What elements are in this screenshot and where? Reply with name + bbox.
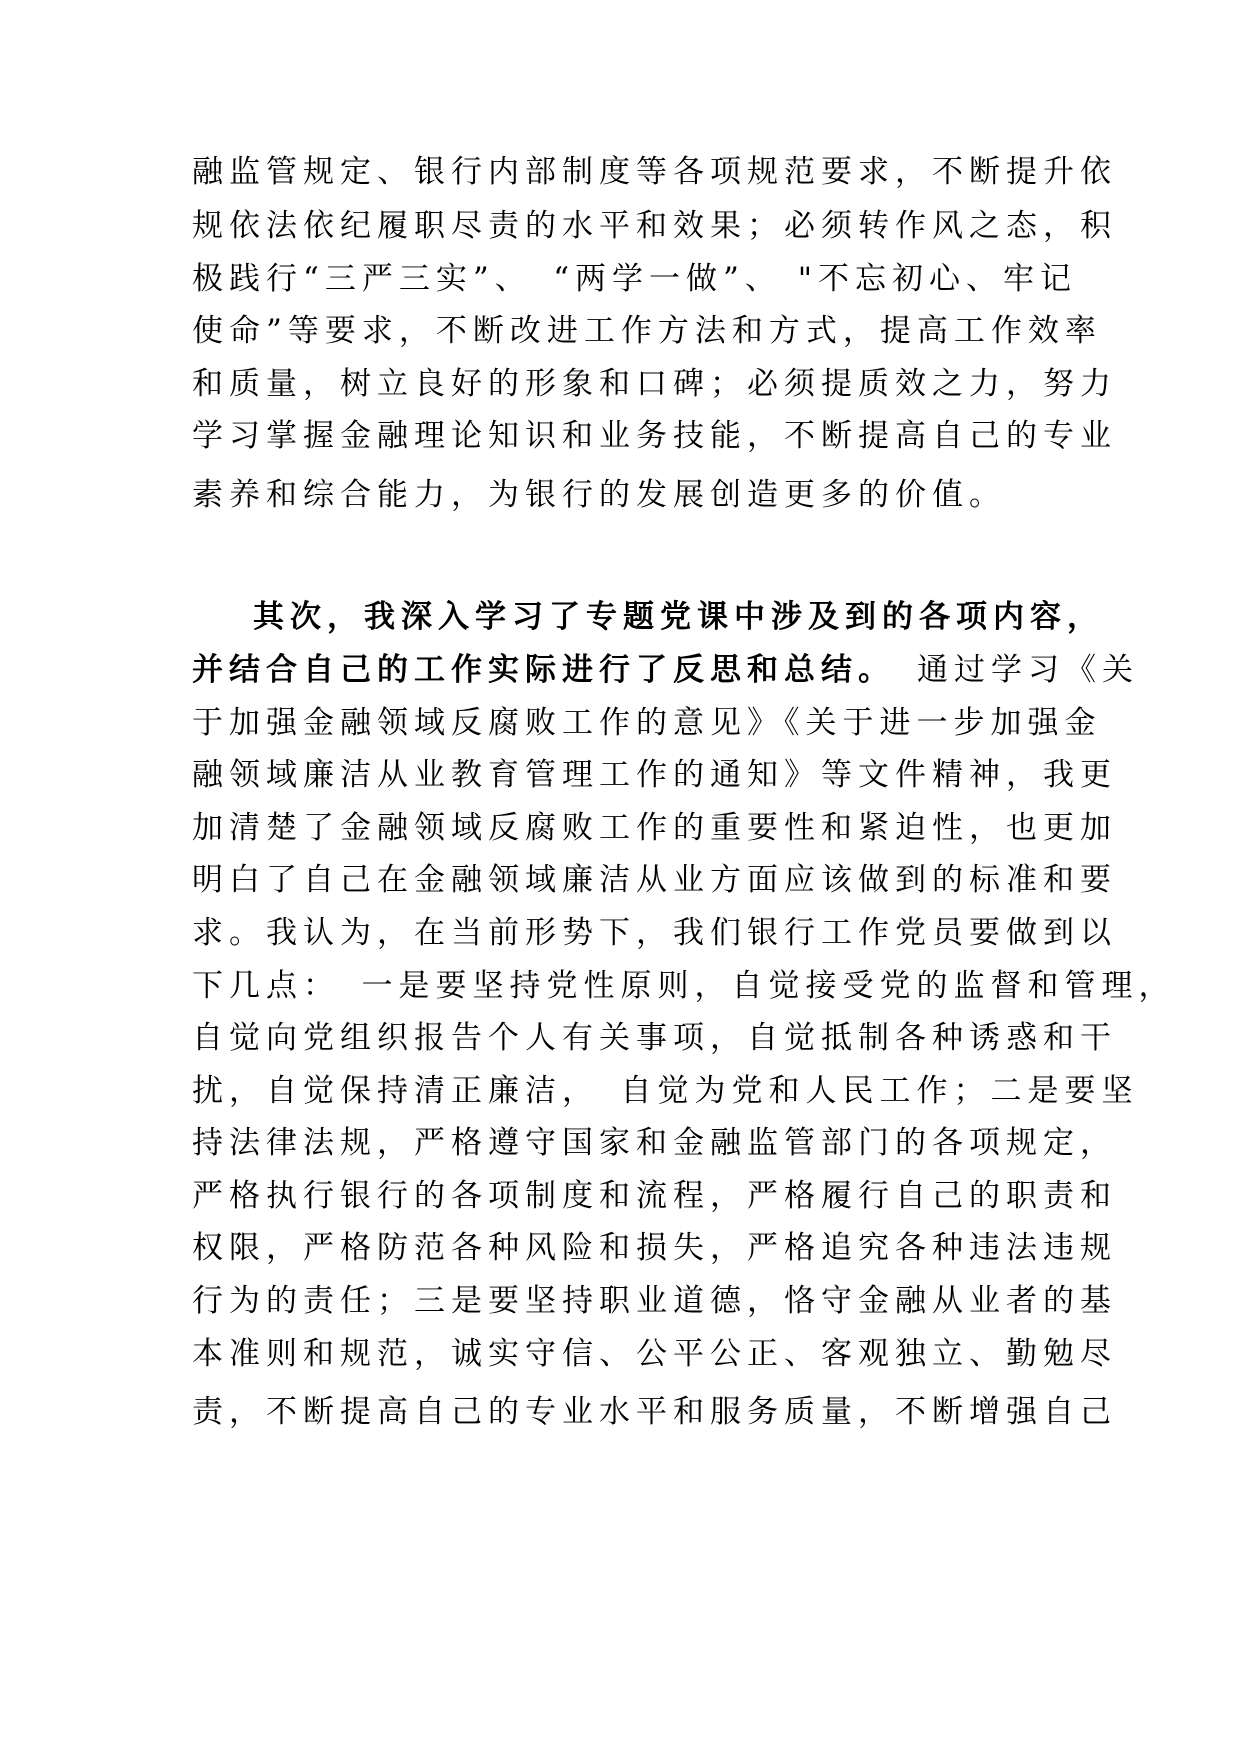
paragraph-2-line-1 [192, 652, 1139, 688]
paragraph-2-line-11: 严格执行银行的各项制度和流程，严格履行自己的职责和 [192, 1178, 1117, 1214]
paragraph-1-line-4: 使命”等要求，不断改进工作方法和方式，提高工作效率 [192, 313, 1102, 349]
paragraph-2-line-1-rest: 通过学习《关 [917, 652, 1139, 688]
paragraph-2-heading-line-2: 并结合自己的工作实际进行了反思和总结。 [192, 652, 895, 688]
paragraph-2-line-7: 下几点： 一是要坚持党性原则，自觉接受党的监督和管理， [192, 968, 1176, 1004]
paragraph-2-line-9: 扰，自觉保持清正廉洁， 自觉为党和人民工作；二是要坚 [192, 1073, 1139, 1109]
paragraph-2-line-10: 持法律法规，严格遵守国家和金融监管部门的各项规定， [192, 1125, 1117, 1161]
paragraph-1-line-5: 和质量，树立良好的形象和口碑；必须提质效之力，努力 [192, 366, 1117, 402]
paragraph-1-line-1: 融监管规定、银行内部制度等各项规范要求，不断提升依 [192, 154, 1117, 190]
paragraph-2-line-12: 权限，严格防范各种风险和损失，严格追究各种违法违规 [192, 1230, 1117, 1266]
paragraph-2-heading-line-1: 其次，我深入学习了专题党课中涉及到的各项内容， [253, 599, 1104, 635]
paragraph-2-line-8: 自觉向党组织报告个人有关事项，自觉抵制各种诱惑和干 [192, 1020, 1117, 1056]
paragraph-2-line-3: 融领域廉洁从业教育管理工作的通知》等文件精神，我更 [192, 757, 1117, 793]
paragraph-1-line-6: 学习掌握金融理论知识和业务技能，不断提高自己的专业 [192, 418, 1117, 454]
paragraph-2-line-5: 明白了自己在金融领域廉洁从业方面应该做到的标准和要 [192, 862, 1117, 898]
paragraph-1-line-7: 素养和综合能力，为银行的发展创造更多的价值。 [192, 477, 1006, 513]
paragraph-2-line-2: 于加强金融领域反腐败工作的意见》《关于进一步加强金 [192, 705, 1102, 741]
paragraph-1-line-2: 规依法依纪履职尽责的水平和效果；必须转作风之态，积 [192, 208, 1117, 244]
paragraph-2-line-4: 加清楚了金融领域反腐败工作的重要性和紧迫性，也更加 [192, 810, 1117, 846]
paragraph-2-line-13: 行为的责任；三是要坚持职业道德，恪守金融从业者的基 [192, 1283, 1117, 1319]
paragraph-1-line-3: 极践行“三严三实”、 “两学一做”、 "不忘初心、牢记 [192, 261, 1078, 297]
paragraph-2-line-6: 求。我认为，在当前形势下，我们银行工作党员要做到以 [192, 915, 1117, 951]
paragraph-2-line-14: 本准则和规范，诚实守信、公平公正、客观独立、勤勉尽 [192, 1336, 1117, 1372]
paragraph-2-line-15: 责，不断提高自己的专业水平和服务质量，不断增强自己 [192, 1394, 1117, 1430]
